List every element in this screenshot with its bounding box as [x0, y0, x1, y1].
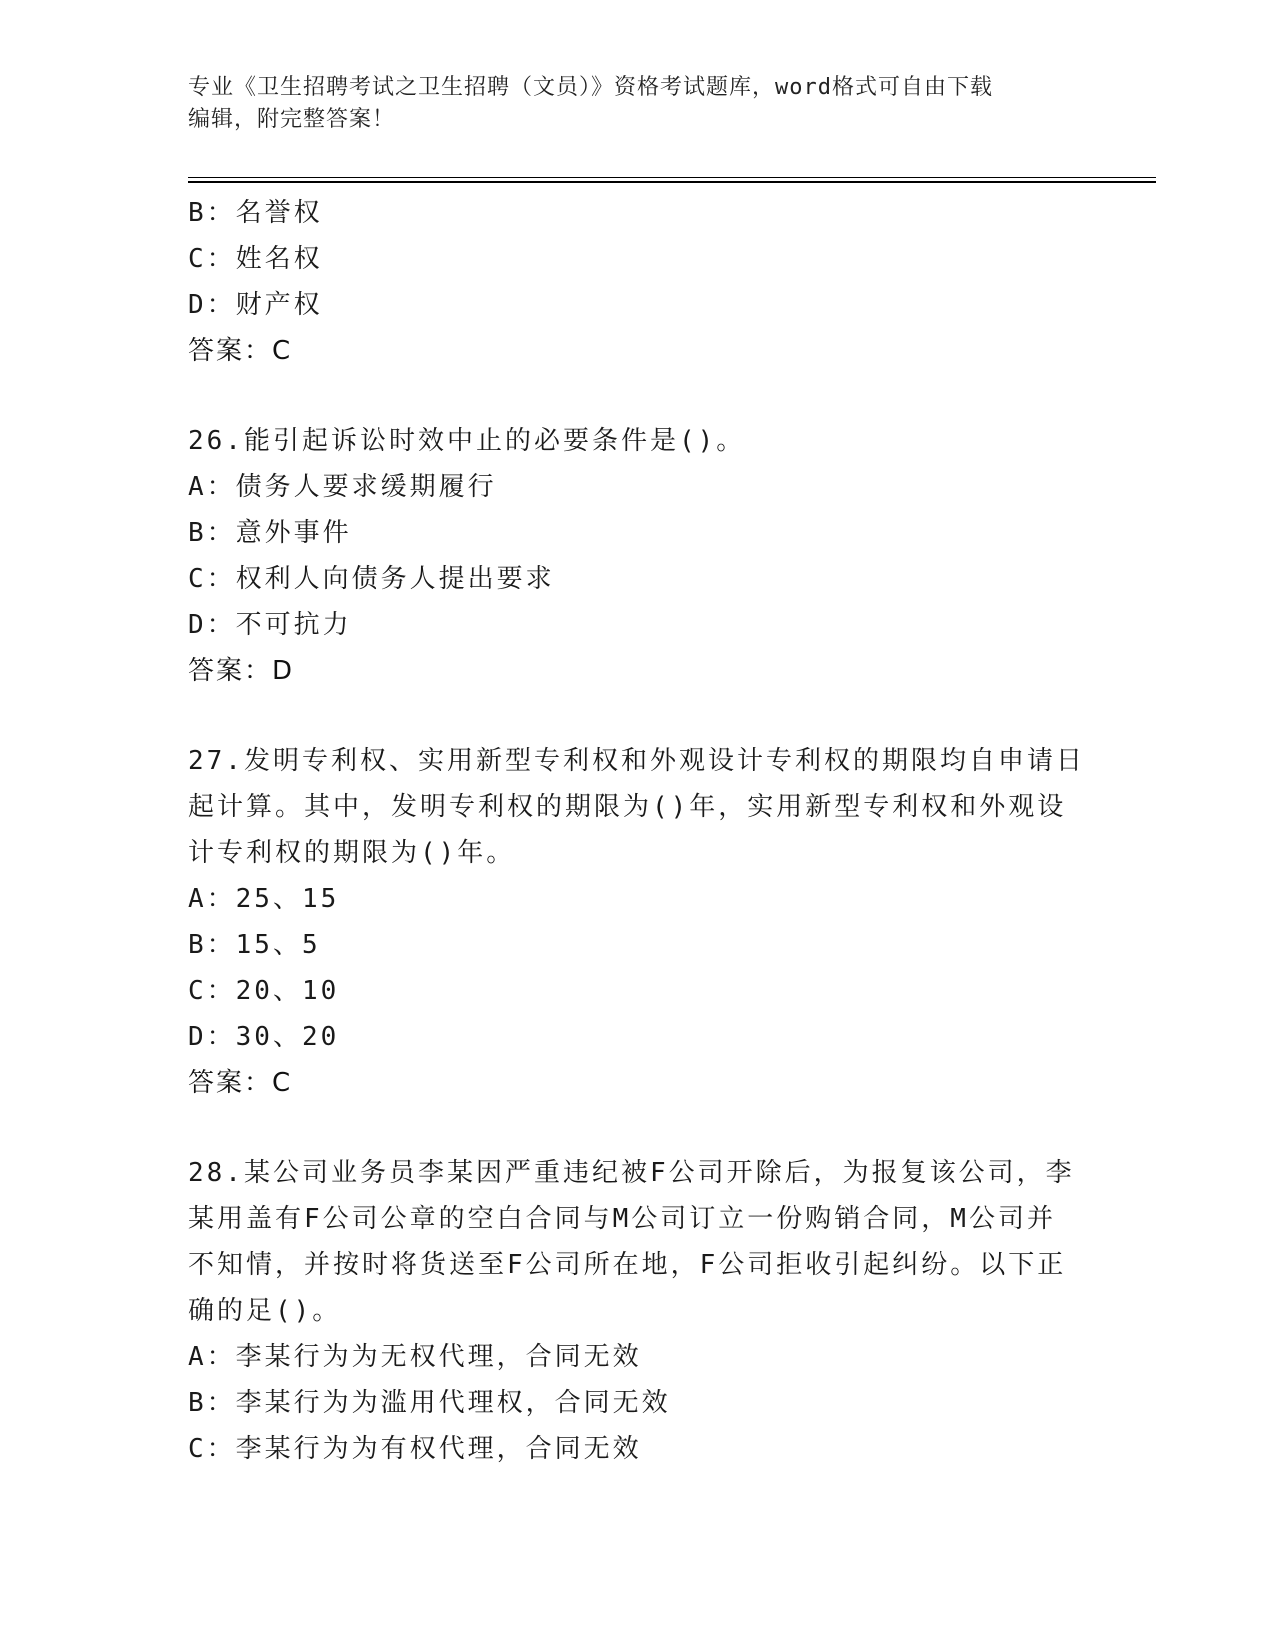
option-a: A：李某行为为无权代理，合同无效 — [188, 1342, 642, 1372]
answer-line: 答案：D — [188, 656, 295, 686]
option-a: A：25、15 — [188, 884, 340, 914]
option-c: C：姓名权 — [188, 244, 323, 274]
question-stem: 26.能引起诉讼时效中止的必要条件是()。 — [188, 426, 746, 456]
spacer — [188, 374, 1088, 418]
question-stem: 计专利权的期限为()年。 — [188, 838, 516, 868]
question-stem: 不知情，并按时将货送至F公司所在地，F公司拒收引起纠纷。以下正 — [188, 1250, 1067, 1280]
question-stem: 某用盖有F公司公章的空白合同与M公司订立一份购销合同，M公司并 — [188, 1204, 1056, 1234]
option-d: D：不可抗力 — [188, 610, 352, 640]
question-27 — [188, 738, 1088, 1106]
option-c: C：李某行为为有权代理，合同无效 — [188, 1434, 642, 1464]
answer-line: 答案：C — [188, 1068, 293, 1098]
answer-line: 答案：C — [188, 336, 293, 366]
header-line-1: 专业《卫生招聘考试之卫生招聘（文员）》资格考试题库，word格式可自由下载 — [188, 75, 993, 100]
question-content — [188, 190, 1088, 1472]
question-stem: 28.某公司业务员李某因严重违纪被F公司开除后，为报复该公司，李 — [188, 1158, 1075, 1188]
option-a: A：债务人要求缓期履行 — [188, 472, 497, 502]
option-b: B：名誉权 — [188, 198, 323, 228]
option-c: C：权利人向债务人提出要求 — [188, 564, 555, 594]
question-25-tail — [188, 190, 1088, 374]
option-b: B：15、5 — [188, 930, 321, 960]
document-header — [188, 72, 1088, 136]
question-26 — [188, 418, 1088, 694]
spacer — [188, 694, 1088, 738]
option-d: D：财产权 — [188, 290, 323, 320]
option-d: D：30、20 — [188, 1022, 340, 1052]
option-b: B：李某行为为滥用代理权，合同无效 — [188, 1388, 671, 1418]
option-c: C：20、10 — [188, 976, 340, 1006]
question-stem: 确的足()。 — [188, 1296, 342, 1326]
option-b: B：意外事件 — [188, 518, 352, 548]
question-stem: 27.发明专利权、实用新型专利权和外观设计专利权的期限均自申请日 — [188, 746, 1085, 776]
header-divider-thick — [188, 181, 1156, 183]
header-line-2: 编辑，附完整答案！ — [188, 107, 396, 132]
question-stem: 起计算。其中，发明专利权的期限为()年，实用新型专利权和外观设 — [188, 792, 1067, 822]
spacer — [188, 1106, 1088, 1150]
header-divider-thin — [188, 177, 1156, 178]
question-28 — [188, 1150, 1088, 1472]
